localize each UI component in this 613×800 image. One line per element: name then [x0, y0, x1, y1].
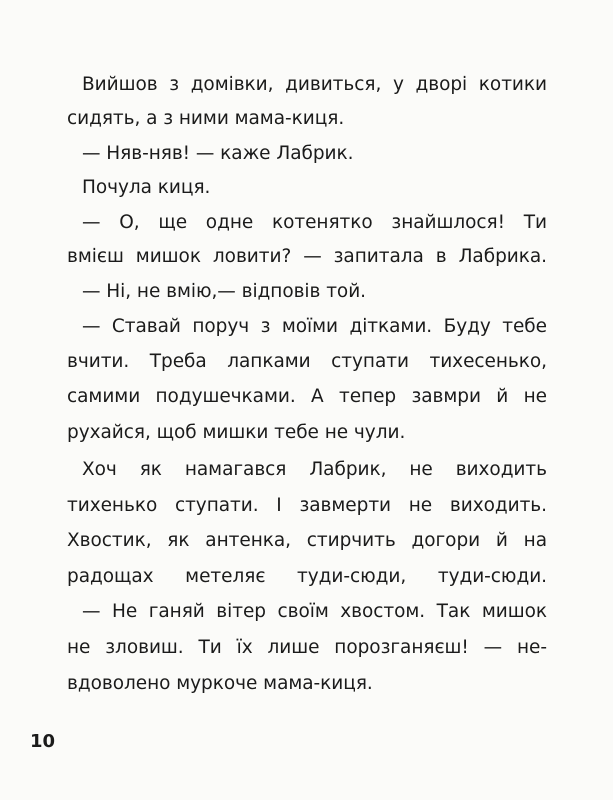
text-line-15: радощах метеляє туди-сюди, туди-сюди.: [67, 566, 547, 587]
text-line-12: Хоч як намагався Лабрик, не виходить: [82, 459, 547, 480]
text-line-14: Хвостик, як антенка, стирчить догори й на: [67, 530, 547, 551]
text-line-17: не зловиш. Ти їх лише порозганяєш! — не-: [67, 637, 547, 658]
text-line-5: — О, ще одне котенятко знайшлося! Ти: [82, 212, 547, 233]
text-line-4: Почула киця.: [82, 177, 211, 198]
text-line-16: — Не ганяй вітер своїм хвостом. Так мишок: [82, 601, 547, 622]
text-line-1: Вийшов з домівки, дивиться, у дворі котики: [82, 74, 547, 95]
text-line-18: вдоволено муркоче мама-киця.: [67, 673, 373, 694]
text-line-6: вмієш мишок ловити? — запитала в Лабрика.: [67, 246, 547, 267]
text-line-13: тихенько ступати. І завмерти не виходить.: [67, 495, 547, 516]
text-line-11: рухайся, щоб мишки тебе не чули.: [67, 422, 406, 443]
text-line-2: сидять, а з ними мама-киця.: [67, 108, 345, 129]
text-line-7: — Ні, не вмію,— відповів той.: [82, 281, 367, 302]
text-line-3: — Няв-няв! — каже Лабрик.: [82, 143, 354, 164]
text-line-9: вчити. Треба лапками ступати тихесенько,: [67, 351, 547, 372]
page-number: 10: [30, 731, 56, 752]
text-line-10: самими подушечками. А тепер завмри й не: [67, 386, 547, 407]
text-line-8: — Ставай поруч з моїми дітками. Буду тебе: [82, 316, 547, 337]
